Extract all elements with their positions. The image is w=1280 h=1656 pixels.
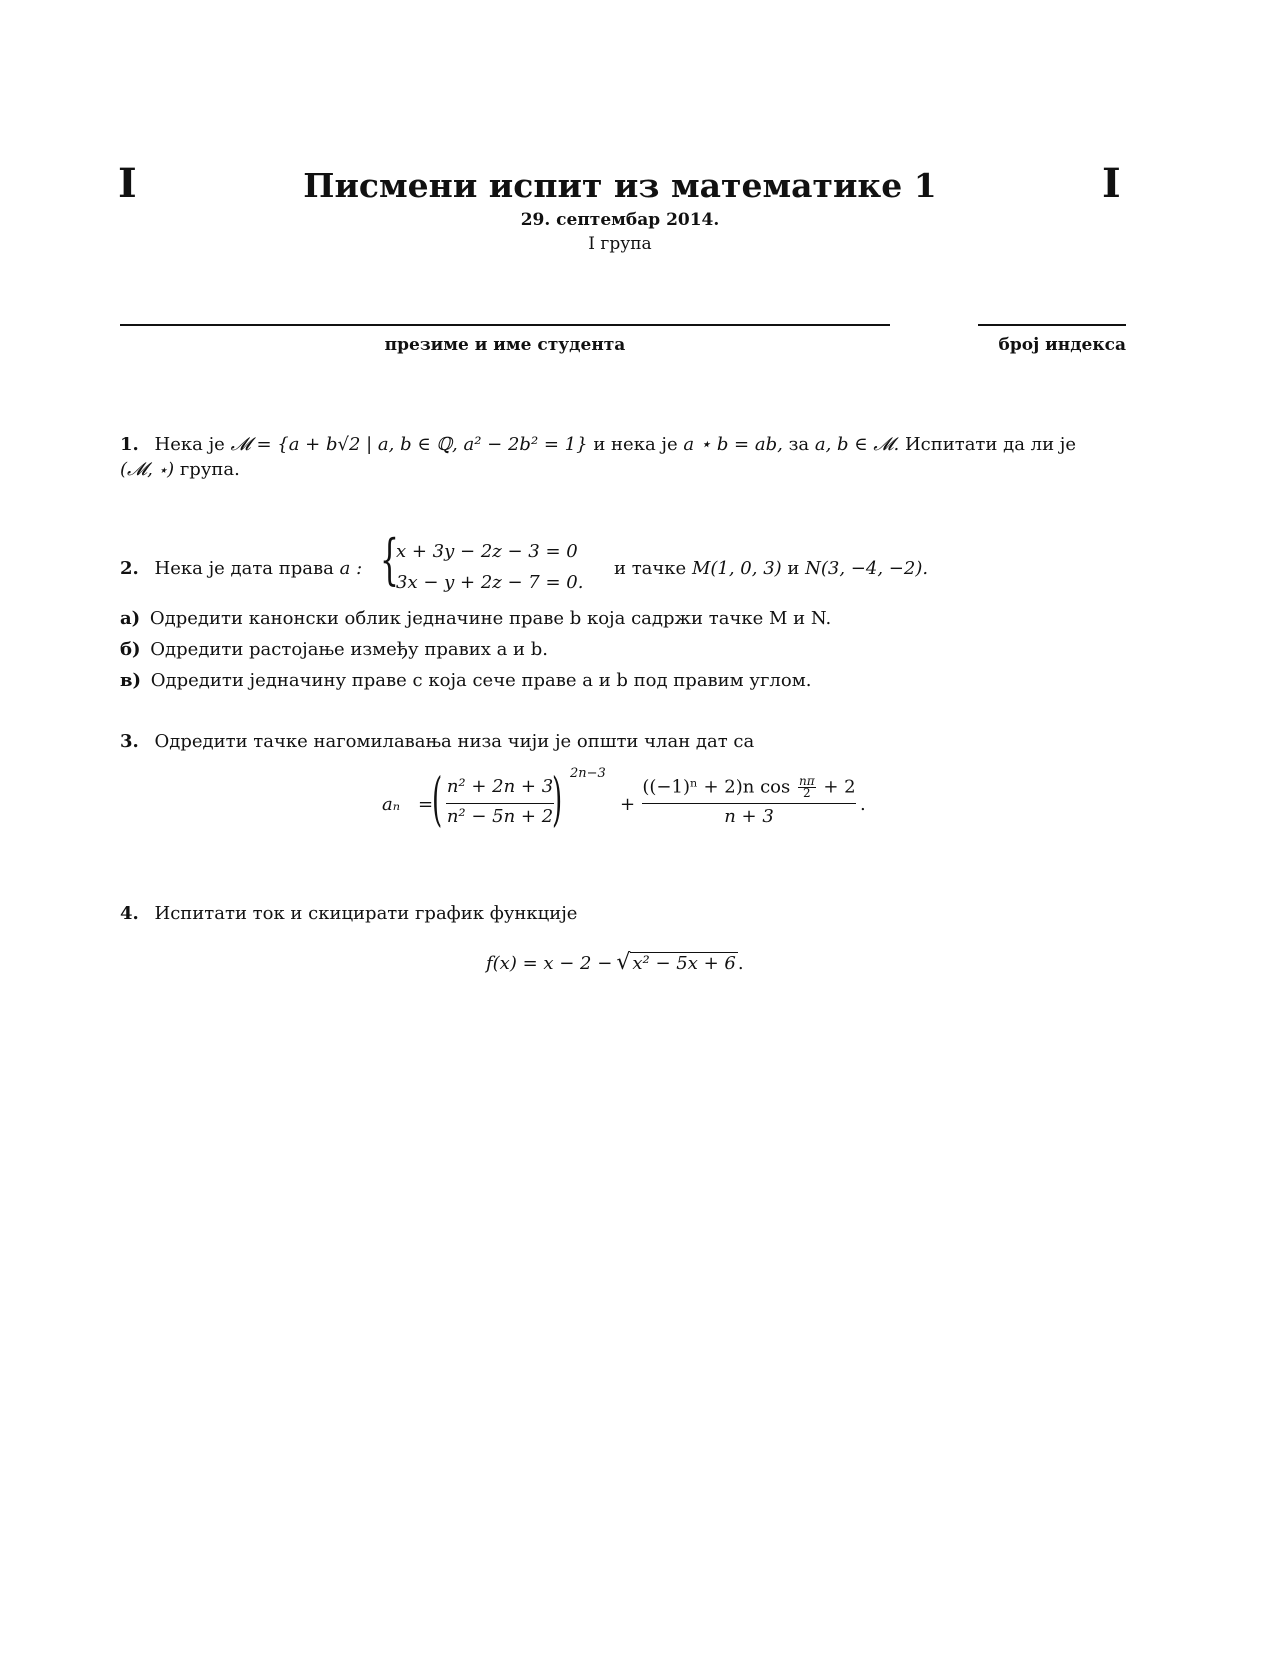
small-fraction-num: nπ bbox=[798, 774, 815, 788]
problem-1-text-5: група. bbox=[179, 459, 240, 480]
sequence-formula bbox=[382, 765, 902, 840]
fraction-1-denominator: n² − 5n + 2 bbox=[446, 806, 554, 827]
left-paren: ( bbox=[432, 765, 443, 833]
problem-4-text: Испитати ток и скицирати график функције bbox=[154, 903, 578, 924]
subtask-c bbox=[120, 669, 811, 693]
problem-4 bbox=[120, 902, 577, 926]
problem-1-operation: a ⋆ b = ab, bbox=[683, 434, 783, 455]
problem-1-set: 𝓜 = {a + b√2 | a, b ∈ ℚ, a² − 2b² = 1} bbox=[230, 434, 588, 455]
subtask-a-text: Одредити канонски облик једначине праве b која садржи тачке M и N. bbox=[149, 608, 832, 629]
subtask-b bbox=[120, 638, 548, 662]
problem-1-text: Нека је bbox=[154, 434, 225, 455]
subtask-c-text: Одредити једначину праве c која сече праве a и b под правим углом. bbox=[150, 670, 812, 691]
radicand: x² − 5x + 6 bbox=[632, 953, 736, 974]
function-lhs: f(x) = x − 2 − bbox=[486, 953, 613, 974]
system-equation-1: x + 3y − 2z − 3 = 0 bbox=[396, 541, 578, 562]
exam-date: 29. септембар 2014. bbox=[520, 210, 720, 230]
problem-2 bbox=[120, 557, 362, 581]
sequence-equals: = bbox=[418, 794, 434, 815]
problem-2-lead: Нека је дата права bbox=[154, 558, 334, 579]
formula-end: . bbox=[860, 794, 866, 815]
problem-2-number: 2. bbox=[120, 558, 139, 579]
sequence-lhs: aₙ bbox=[382, 794, 401, 815]
subtask-c-label: в) bbox=[120, 670, 142, 691]
subtask-b-text: Одредити растојање између правих a и b. bbox=[150, 639, 549, 660]
function-end: . bbox=[737, 953, 744, 974]
index-caption: број индекса bbox=[998, 335, 1126, 355]
problem-1 bbox=[120, 433, 1126, 457]
problem-1-line-2 bbox=[120, 458, 240, 482]
exponent: 2n−3 bbox=[570, 766, 606, 781]
fraction-2-num-b: + 2 bbox=[823, 776, 856, 798]
function-formula bbox=[486, 951, 744, 976]
name-caption: презиме и име студента bbox=[384, 335, 626, 355]
fraction-1-numerator: n² + 2n + 3 bbox=[446, 776, 554, 797]
subtask-b-label: б) bbox=[120, 639, 141, 660]
problem-1-text-4: Испитати да ли је bbox=[904, 434, 1077, 455]
fraction-2-denominator: n + 3 bbox=[724, 806, 774, 827]
problem-1-structure: (𝓜, ⋆) bbox=[120, 459, 175, 480]
plus-sign: + bbox=[620, 794, 636, 815]
small-fraction bbox=[798, 776, 816, 799]
problem-1-text-2: и нека је bbox=[593, 434, 678, 455]
problem-1-vars: a, b ∈ 𝓜. bbox=[814, 434, 900, 455]
problem-3 bbox=[120, 730, 754, 754]
problem-3-number: 3. bbox=[120, 731, 139, 752]
problem-2-points bbox=[614, 557, 928, 581]
subtask-a-label: а) bbox=[120, 608, 141, 629]
sqrt-icon: √ bbox=[616, 950, 631, 975]
points-and: и bbox=[787, 558, 800, 579]
system-equation-2: 3x − y + 2z − 7 = 0. bbox=[396, 572, 584, 593]
fraction-2-numerator bbox=[642, 776, 856, 799]
problem-1-number: 1. bbox=[120, 434, 139, 455]
point-m: M(1, 0, 3) bbox=[691, 558, 782, 579]
fraction-1-bar bbox=[446, 803, 554, 804]
point-n: N(3, −4, −2). bbox=[805, 558, 929, 579]
small-fraction-den: 2 bbox=[802, 786, 811, 800]
exam-group: I група bbox=[588, 234, 652, 254]
problem-3-text: Одредити тачке нагомилавања низа чији је општи члан дат са bbox=[154, 731, 755, 752]
problem-1-text-3: за bbox=[788, 434, 810, 455]
index-line bbox=[978, 324, 1126, 326]
fraction-2-bar bbox=[642, 803, 856, 804]
points-text: и тачке bbox=[614, 558, 687, 579]
system-brace: { bbox=[380, 528, 399, 591]
right-paren: ) bbox=[552, 765, 563, 833]
subtask-a bbox=[120, 607, 831, 631]
problem-4-number: 4. bbox=[120, 903, 139, 924]
name-line bbox=[120, 324, 890, 326]
group-mark-left: I bbox=[118, 160, 137, 207]
exam-title: Писмени испит из математике 1 bbox=[303, 166, 937, 205]
group-mark-right: I bbox=[1102, 160, 1121, 207]
problem-2-line-name: a : bbox=[339, 558, 363, 579]
fraction-2-num-a: ((−1)ⁿ + 2)n cos bbox=[642, 776, 791, 798]
